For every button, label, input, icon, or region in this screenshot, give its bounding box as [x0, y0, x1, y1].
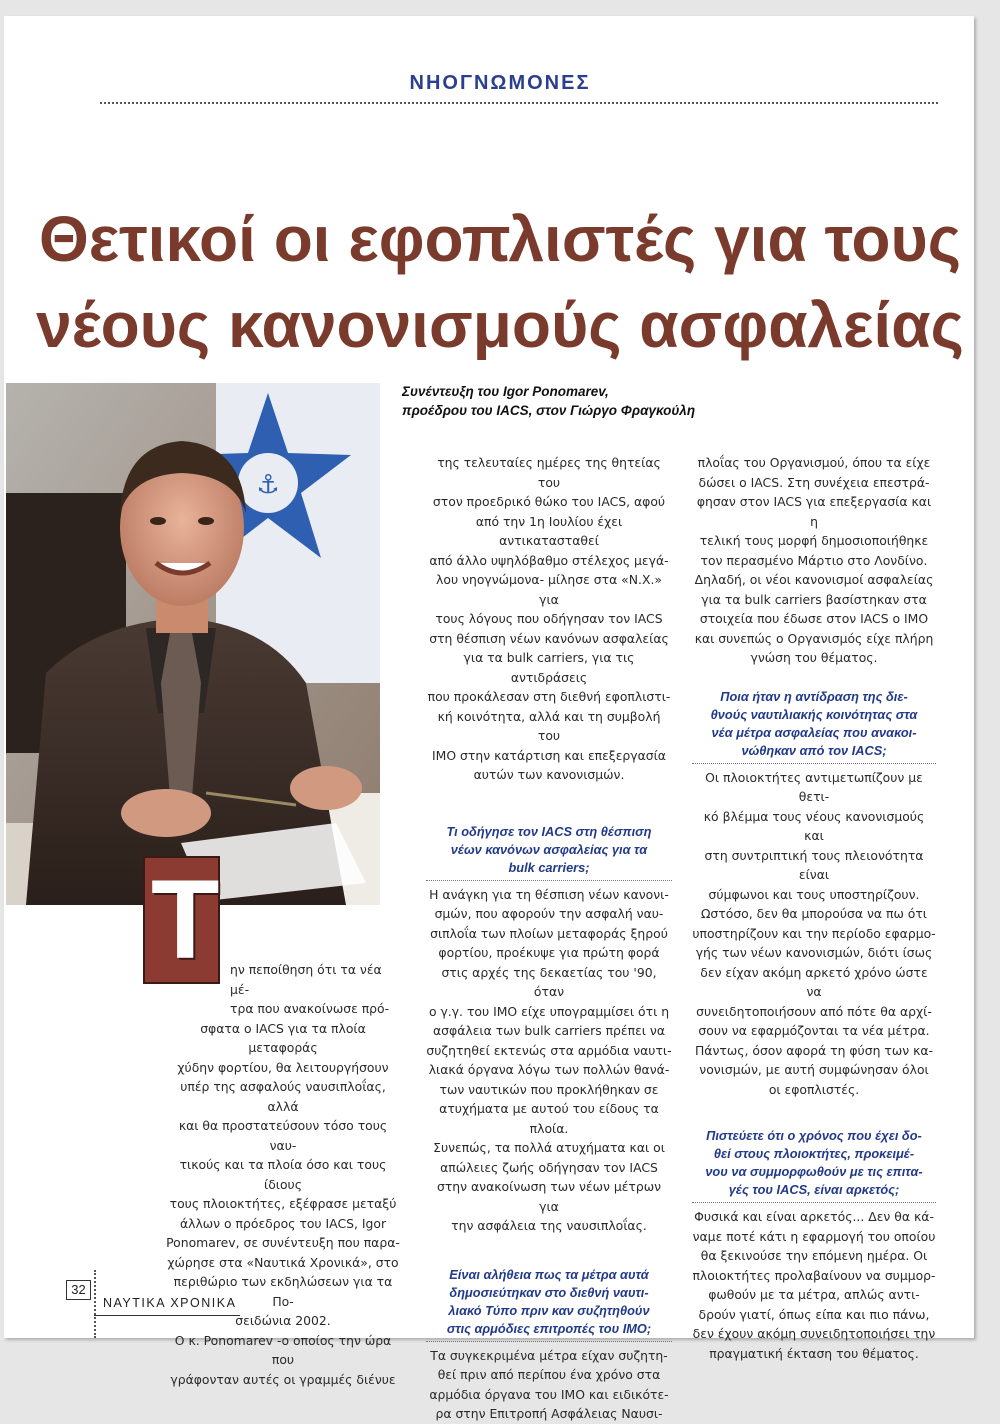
col1-paragraph-line: τους πλοιοκτήτες, εξέφρασε μεταξύ: [169, 1196, 397, 1211]
answer-1-line: σμών, που αφορούν την ασφαλή ναυ-: [434, 906, 664, 921]
col2-intro-line: της τελευταίες ημέρες της θητείας του: [437, 455, 661, 490]
question-3-line: Ποια ήταν η αντίδραση της διε-: [720, 688, 908, 704]
answer-1: [426, 885, 672, 1236]
col1-paragraph-line: χύδην φορτίου, θα λειτουργήσουν: [177, 1059, 389, 1075]
portrait-illustration: [6, 383, 380, 905]
question-4: [692, 1127, 936, 1203]
col2-intro-line: που προκάλεσαν στη διεθνή εφοπλιστι-: [427, 689, 671, 704]
question-3-line: θνούς ναυτιλιακής κοινότητας στα: [710, 706, 918, 722]
col1-paragraph-line: περιθώριο των εκδηλώσεων για τα Πο-: [173, 1274, 393, 1309]
question-1-line: νέων κανόνων ασφαλείας για τα: [450, 841, 648, 857]
section-label: ΝΗΟΓΝΩΜΟΝΕΣ: [409, 72, 591, 94]
col2-intro-line: τους λόγους που οδήγησαν τον IACS: [435, 611, 663, 626]
col3-intro-line: και συνεπώς ο Οργανισμός είχε πλήρη: [694, 630, 934, 646]
portrait-photo: [6, 383, 380, 905]
answer-2-line: Τα συγκεκριμένα μέτρα είχαν συζητη-: [430, 1347, 668, 1363]
answer-1-line: ο γ.γ. του ΙΜΟ είχε υπογραμμίσει ότι η: [428, 1003, 670, 1019]
question-3-line: νέα μέτρα ασφαλείας που ανακοι-: [711, 724, 917, 740]
page-number: 32: [66, 1280, 91, 1300]
answer-1-line: των ναυτικών που προκλήθηκαν σε: [439, 1081, 659, 1097]
col1-paragraph-line: σφατα ο IACS για τα πλοία μεταφοράς: [200, 1020, 366, 1055]
answer-3: [692, 768, 936, 1100]
answer-2-line: αρμόδια όργανα του ΙΜΟ και ειδικότε-: [429, 1386, 669, 1402]
col3-intro-line: φησαν στον IACS για επεξεργασία και η: [696, 494, 932, 529]
answer-1-line: συζητηθεί εκτενώς στα αρμόδια ναυτι-: [426, 1042, 672, 1058]
col2-intro: [426, 453, 672, 785]
question-1-line: Τι οδήγησε τον IACS στη θέσπιση: [446, 823, 652, 839]
col2-intro-line: στη θέσπιση νέων κανόνων ασφαλείας: [429, 630, 669, 646]
answer-3-line: στη συντριπτική τους πλειονότητα είναι: [704, 847, 924, 882]
answer-1-line: ασφάλεια των bulk carriers πρέπει να: [433, 1023, 665, 1038]
col3-intro: [692, 453, 936, 668]
col1-paragraph-line: γράφονταν αυτές οι γραμμές διένυε: [170, 1371, 396, 1387]
answer-4-line: δρούν γιατί, όπως είπα και πιο πάνω,: [698, 1306, 930, 1322]
question-2-line: Είναι αλήθεια πως τα μέτρα αυτά: [449, 1266, 649, 1282]
answer-3-line: συνειδητοποιήσουν από πότε θα αρχί-: [696, 1003, 932, 1019]
answer-1-line: φορτίου, προέκυψε για πρώτη φορά: [438, 945, 660, 960]
answer-1-line: απώλειες ζωής οδήγησαν τον IACS: [440, 1159, 658, 1175]
answer-2-line: θεί πριν από περίπου ένα χρόνο στα: [437, 1367, 661, 1382]
answer-4-line: πλοιοκτήτες προλαβαίνουν να συμμορ-: [692, 1267, 936, 1283]
col3-intro-line: γνώση του θέματος.: [750, 650, 878, 665]
answer-1-line: στην ανακοίνωση των νέων μέτρων για: [436, 1179, 662, 1214]
answer-4: [692, 1207, 936, 1363]
question-2-line: δημοσιεύτηκαν στο διεθνή ναυτι-: [449, 1284, 649, 1300]
col2-intro-line: λου νηογνώμονα- μίλησε στα «Ν.Χ.» για: [436, 572, 662, 607]
col1-paragraph-line: άλλων ο πρόεδρος του IACS, Igor: [179, 1215, 387, 1231]
title-line-1: Θετικοί οι εφοπλιστές για τους: [38, 203, 962, 275]
answer-3-line: Οι πλοιοκτήτες αντιμετωπίζουν με θετι-: [705, 769, 923, 804]
question-2-line: στις αρμόδιες επιτροπές του ΙΜΟ;: [446, 1320, 652, 1336]
answer-3-line: οι εφοπλιστές.: [768, 1081, 860, 1097]
col2-intro-line: για τα bulk carriers, για τις αντιδράσεις: [463, 650, 635, 685]
question-4-line: θεί στους πλοιοκτήτες, προκειμέ-: [713, 1146, 915, 1161]
question-2: [426, 1266, 672, 1342]
col3-intro-line: Δηλαδή, οι νέοι κανονισμοί ασφαλείας: [694, 572, 934, 587]
title-line-2: νέους κανονισμούς ασφαλείας: [36, 289, 964, 361]
question-4-line: γές του IACS, είναι αρκετός;: [728, 1182, 900, 1197]
answer-1-line: την ασφάλεια της ναυσιπλοΐας.: [451, 1218, 647, 1233]
answer-3-line: Ωστόσο, δεν θα μπορούσα να πω ότι: [700, 906, 928, 921]
col1-paragraph: [164, 960, 402, 1389]
answer-4-line: δεν έχουν ακόμη συνειδητοποιήσει την: [692, 1326, 936, 1341]
answer-3-line: γής των νέων κανονισμών, διότι ίσως: [695, 945, 933, 960]
answer-1-line: πλοία.: [529, 1120, 569, 1136]
col1-paragraph-line: Ponomarev, σε συνέντευξη που παρα-: [166, 1235, 400, 1250]
col2-intro-line: από άλλο υψηλόβαθμο στέλεχος μεγά-: [429, 552, 669, 568]
col2-intro-line: από την 1η Ιουλίου έχει αντικατασταθεί: [475, 513, 623, 548]
column-3: [692, 453, 936, 1363]
answer-1-line: Η ανάγκη για τη θέσπιση νέων κανονι-: [429, 886, 669, 902]
question-1-line: bulk carriers;: [508, 859, 590, 875]
header-rule: [100, 102, 938, 104]
byline-line-1: Συνέντευξη του Igor Ponomarev,: [402, 384, 609, 399]
magazine-name: ΝΑΥΤΙΚΑ ΧΡΟΝΙΚΑ: [103, 1296, 237, 1310]
col1-paragraph-line: Ο κ. Ponomarev -ο οποίος την ώρα που: [174, 1332, 392, 1367]
col1-paragraph-line: τρα που ανακοίνωσε πρό-: [230, 1001, 390, 1016]
answer-1-line: ατυχήματα με αυτού του είδους τα: [439, 1101, 659, 1116]
col3-intro-line: για τα bulk carriers βασίστηκαν στα: [701, 591, 927, 607]
col1-paragraph-line: σειδώνια 2002.: [235, 1313, 331, 1328]
answer-3-line: δεν είχαν ακόμη αρκετό χρόνο ώστε να: [700, 964, 928, 999]
col3-intro-line: στοιχεία που έδωσε στον IACS ο ΙΜΟ: [699, 611, 929, 626]
question-3: [692, 688, 936, 764]
answer-3-line: σουν να εφαρμόζονται τα νέα μέτρα.: [698, 1023, 930, 1038]
answer-4-line: φωθούν με τα μέτρα, απλώς αντι-: [708, 1287, 920, 1302]
footer-rule: [94, 1315, 240, 1316]
answer-4-line: πραγματική έκταση του θέματος.: [709, 1345, 919, 1361]
answer-1-line: λιακά όργανα λόγω των πολλών θανά-: [428, 1062, 670, 1077]
column-1: [164, 960, 402, 1389]
col3-intro-line: πλοΐας του Οργανισμού, όπου τα είχε: [697, 455, 931, 470]
col3-intro-line: τελική τους μορφή δημοσιοποιήθηκε: [699, 533, 929, 548]
col2-intro-line: κή κοινότητα, αλλά και τη συμβολή του: [437, 708, 661, 743]
col3-intro-line: δώσει ο IACS. Στη συνέχεια επεστρά-: [698, 474, 930, 490]
question-4-line: Πιστεύετε ότι ο χρόνος που έχει δο-: [706, 1128, 922, 1143]
col3-intro-line: τον περασμένο Μάρτιο στο Λονδίνο.: [700, 552, 928, 568]
question-2-line: λιακό Τύπο πριν καν συζητηθούν: [448, 1302, 650, 1318]
drop-cap-letter: Τ: [151, 857, 220, 982]
answer-4-line: θα ξεκινούσε την επόμενη ημέρα. Οι: [700, 1248, 928, 1263]
svg-text:⚓: ⚓: [256, 470, 280, 500]
question-4-line: νου να συμμορφωθούν με τις επιτα-: [705, 1164, 923, 1179]
answer-1-line: Συνεπώς, τα πολλά ατυχήματα και οι: [433, 1140, 665, 1155]
article-title: [0, 196, 1000, 368]
col2-intro-line: ΙΜΟ στην κατάρτιση και επεξεργασία: [432, 747, 666, 763]
column-2: [426, 453, 672, 1424]
col1-paragraph-line: υπέρ της ασφαλούς ναυσιπλοΐας, αλλά: [180, 1079, 386, 1114]
answer-3-line: σύμφωνοι και τους υποστηρίζουν.: [708, 886, 920, 902]
answer-3-line: νονισμών, με αυτή συμφώνησαν όλοι: [699, 1062, 929, 1077]
col1-paragraph-line: ην πεποίθηση ότι τα νέα μέ-: [230, 962, 382, 997]
footer-dotted-rule: [94, 1270, 96, 1338]
byline-line-2: προέδρου του IACS, στον Γιώργο Φραγκούλη: [402, 403, 696, 418]
question-3-line: νώθηκαν από τον IACS;: [741, 742, 887, 758]
answer-1-line: στις αρχές της δεκαετίας του '90, όταν: [441, 964, 657, 999]
col1-paragraph-line: και θα προστατεύσουν τόσο τους ναυ-: [178, 1118, 388, 1153]
answer-3-line: υποστηρίζουν και την περίοδο εφαρμο-: [692, 925, 936, 941]
col1-paragraph-line: χώρησε στα «Ναυτικά Χρονικά», στο: [167, 1254, 399, 1270]
answer-2: [426, 1346, 672, 1424]
answer-4-line: ναμε ποτέ κάτι η εφαρμογή του οποίου: [692, 1228, 936, 1244]
col1-paragraph-line: τικούς και τα πλοία όσο και τους ίδιους: [179, 1157, 387, 1192]
answer-2-line: ρα στην Επιτροπή Ασφάλειας Ναυσι-: [435, 1406, 663, 1421]
answer-1-line: σιπλοΐα των πλοίων μεταφοράς ξηρού: [430, 925, 668, 941]
question-1: [426, 823, 672, 881]
byline: [402, 382, 742, 420]
answer-3-line: Πάντως, όσον αφορά τη φύση των κα-: [694, 1042, 934, 1058]
col2-intro-line: στον προεδρικό θώκο του IACS, αφού: [432, 494, 666, 509]
answer-4-line: Φυσικά και είναι αρκετός... Δεν θα κά-: [694, 1209, 934, 1224]
col2-intro-line: αυτών των κανονισμών.: [473, 767, 625, 782]
answer-3-line: κό βλέμμα τους νέους κανονισμούς και: [703, 808, 925, 843]
